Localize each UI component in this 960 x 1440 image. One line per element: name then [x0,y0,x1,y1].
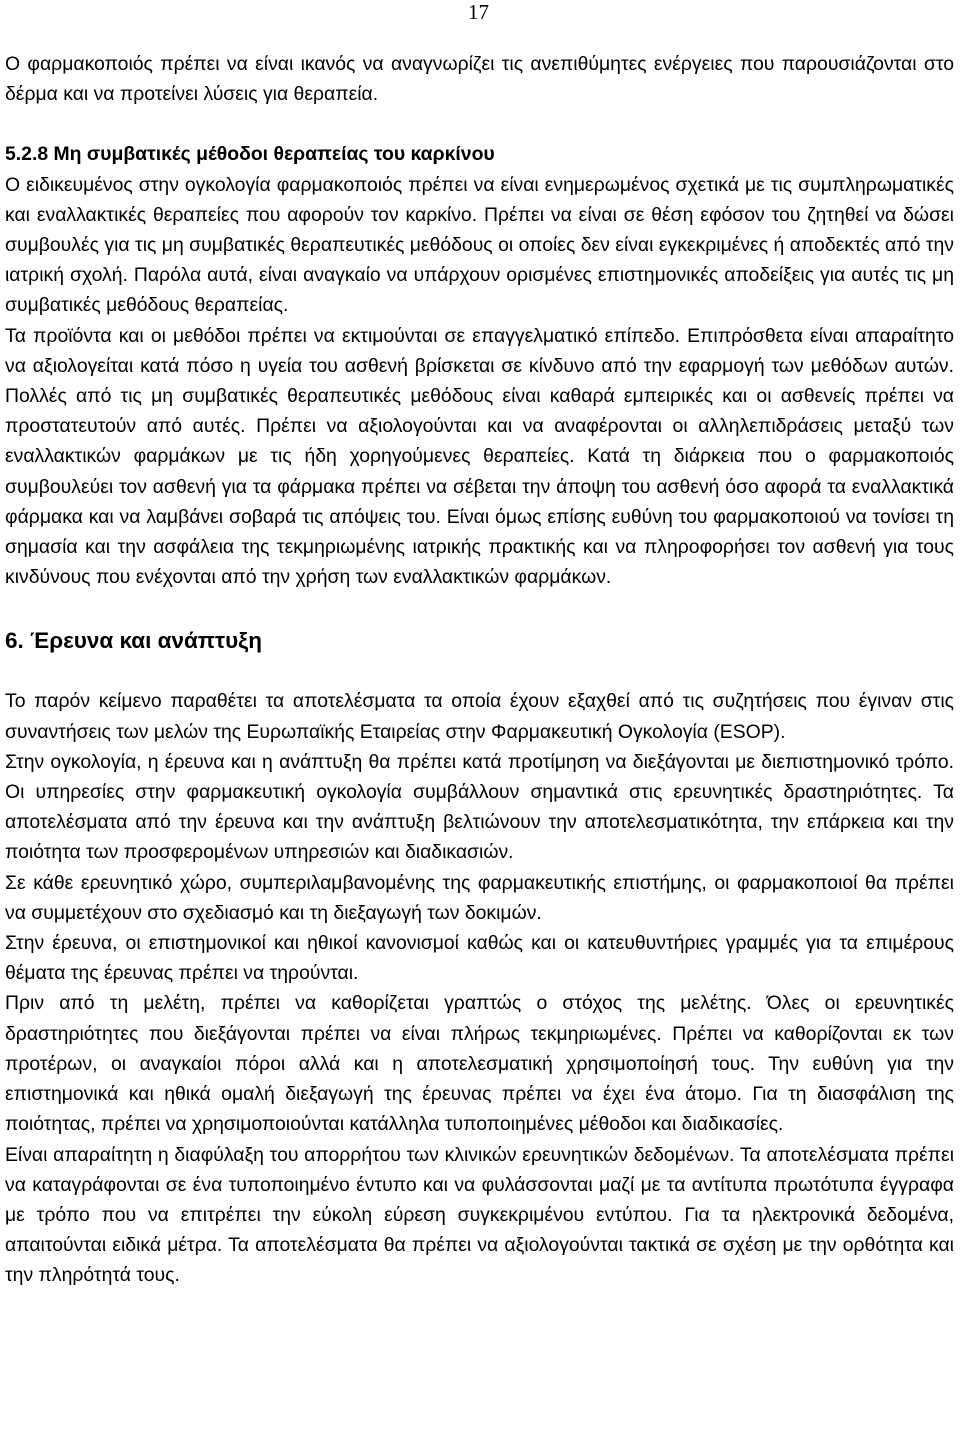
section-paragraph: Τα προϊόντα και οι μεθόδοι πρέπει να εκτιμούνται σε επαγγελματικό επίπεδο. Επιπρόσθετα είναι απαραίτητο να αξιολογείται κατά πόσο η υγεία του ασθενή βρίσκεται σε κίνδυνο από την εφαρμογή των μεθόδων αυτών. Πολλές από τις μη συμβατικές θεραπευτικές μεθόδους είναι καθαρά εμπειρικές και οι ασθενείς πρέπει να προστατευτούν από αυτές. Πρέπει να αξιολογούνται και να αναφέρονται οι αλληλεπιδράσεις μεταξύ των εναλλακτικών φαρμάκων με τις ήδη χορηγούμενες θεραπείες. Κατά τη διάρκεια που ο φαρμακοποιός συμβουλεύει τον ασθενή για τα φάρμακα πρέπει να σέβεται την άποψη του ασθενή όσο αφορά τα εναλλακτικά φάρμακα και να λαμβάνει σοβαρά τις απόψεις του. Είναι όμως επίσης ευθύνη του φαρμακοποιού να τονίσει τη σημασία και την ασφάλεια της τεκμηριωμένης ιατρικής πρακτικής και να πληροφορήσει τον ασθενή για τους κινδύνους που ενέχονται από την χρήση των εναλλακτικών φαρμάκων. [5,324,954,589]
page-number: 17 [468,0,489,24]
chapter-paragraph: Το παρόν κείμενο παραθέτει τα αποτελέσματα τα οποία έχουν εξαχθεί από τις συζητήσεις που έγιναν στις συναντήσεις των μελών της Ευρωπαϊκής Εταιρείας στην Φαρμακευτική Ογκολογία (ESOP). [5,690,954,743]
chapter-paragraph: Στην έρευνα, οι επιστημονικοί και ηθικοί κανονισμοί καθώς και οι κατευθυντήριες γραμμές για τα επιμέρους θέματα της έρευνας πρέπει να τηρούνται. [5,932,954,985]
section-heading-5-2-8: 5.2.8 Μη συμβατικές μέθοδοι θεραπείας του καρκίνου [5,143,495,166]
chapter-paragraph: Σε κάθε ερευνητικό χώρο, συμπεριλαμβανομένης της φαρμακευτικής επιστήμης, οι φαρμακοποιοί θα πρέπει να συμμετέχουν στο σχεδιασμό και τη διεξαγωγή των δοκιμών. [5,871,954,924]
intro-paragraph: Ο φαρμακοποιός πρέπει να είναι ικανός να αναγνωρίζει τις ανεπιθύμητες ενέργειες που παρουσιάζονται στο δέρμα και να προτείνει λύσεις για θεραπεία. [5,53,954,106]
spacer [5,656,954,686]
document-body [5,49,954,1291]
chapter-paragraph: Είναι απαραίτητη η διαφύλαξη του απορρήτου των κλινικών ερευνητικών δεδομένων. Τα αποτελέσματα πρέπει να καταγράφονται σε ένα τυποποιημένο έντυπο και να φυλάσσονται μαζί με τα αντίτυπα πρωτότυπα έγγραφα με τρόπο που να επιτρέπει την εύκολη εύρεση συγκεκριμένου εντύπου. Για τα ηλεκτρονικά δεδομένα, απαιτούνται ειδικά μέτρα. Τα αποτελέσματα θα πρέπει να αξιολογούνται τακτικά σε σχέση με την ορθότητα και την πληρότητά τους. [5,1143,954,1287]
chapter-paragraph: Στην ογκολογία, η έρευνα και η ανάπτυξη θα πρέπει κατά προτίμηση να διεξάγονται με διεπιστημονικό τρόπο. Οι υπηρεσίες στην φαρμακευτική ογκολογία συμβάλλουν σημαντικά στις ερευνητικές δραστηριότητες. Τα αποτελέσματα από την έρευνα και την ανάπτυξη βελτιώνουν την αποτελεσματικότητα, την επάρκεια και την ποιότητα των προσφερομένων υπηρεσιών και διαδικασιών. [5,750,954,864]
chapter-heading-6: 6. Έρευνα και ανάπτυξη [5,628,262,654]
chapter-paragraph: Πριν από τη μελέτη, πρέπει να καθορίζεται γραπτώς ο στόχος της μελέτης. Όλες οι ερευνητικές δραστηριότητες που διεξάγονται πρέπει να είναι πλήρως τεκμηριωμένες. Πρέπει να καθορίζονται εκ των προτέρων, οι αναγκαίοι πόροι αλλά και η αποτελεσματική χρησιμοποίησή τους. Την ευθύνη για την επιστημονικά και ηθικά ομαλή διεξαγωγή της έρευνας πρέπει να έχει ένα άτομο. Για τη διασφάλιση της ποιότητας, πρέπει να χρησιμοποιούνται κατάλληλα τυποποιημένες μέθοδοι και διαδικασίες. [5,992,954,1136]
spacer [5,109,954,139]
section-paragraph: Ο ειδικευμένος στην ογκολογία φαρμακοποιός πρέπει να είναι ενημερωμένος σχετικά με τις συμπληρωματικές και εναλλακτικές θεραπείες που αφορούν τον καρκίνο. Πρέπει να είναι σε θέση εφόσον του ζητηθεί να δώσει συμβουλές για τις μη συμβατικές θεραπευτικές μεθόδους οι οποίες δεν είναι εγκεκριμένες ή αποδεκτές από την ιατρική σχολή. Παρόλα αυτά, είναι αναγκαίο να υπάρχουν ορισμένες επιστημονικές αποδείξεις για αυτές τις μη συμβατικές μεθόδους θεραπείας. [5,173,954,317]
spacer [5,592,954,626]
